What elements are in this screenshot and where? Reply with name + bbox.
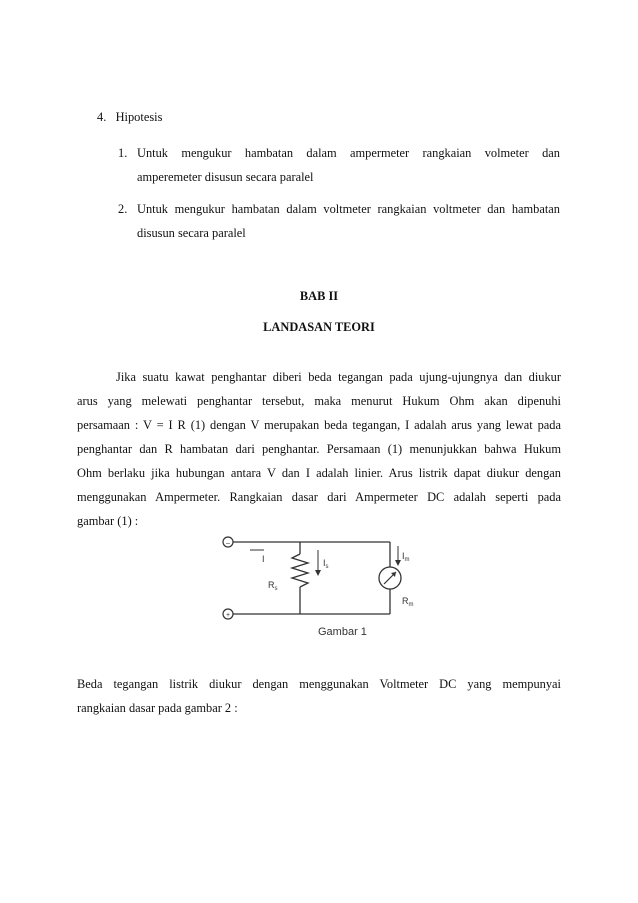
paragraph2-line-2: rangkaian dasar pada gambar 2 : [77,701,238,715]
hipotesis-item-1-number: 1. [118,146,128,160]
shunt-resistor [292,554,308,587]
label-Is: $I_s$ [323,558,329,570]
paragraph2-line-1: Beda tegangan listrik diukur dengan menggunakan Voltmeter DC yang mempunyai [77,677,561,691]
paragraph1-line-1: Jika suatu kawat penghantar diberi beda tegangan pada ujung-ujungnya dan diukur [116,370,561,384]
paragraph1-line-5: Ohm berlaku jika hubungan antara V dan I adalah linier. Arus listrik dapat diukur dengan [77,466,561,480]
hipotesis-number: 4. [97,110,107,124]
hipotesis-title: Hipotesis [115,110,163,124]
terminal-top-sign: – [226,540,230,547]
paragraph1-line-2: arus yang melewati penghantar tersebut, maka menurut Hukum Ohm akan dipenuhi [77,394,561,408]
terminal-bottom-sign: + [225,612,231,619]
hipotesis-item-1-line1: Untuk mengukur hambatan dalam ampermeter rangkaian volmeter dan [137,146,560,160]
figure-1-caption: Gambar 1 [318,626,367,638]
label-Rs: $R_s$ [268,580,278,592]
figure-1-circuit [218,532,428,644]
hipotesis-heading [97,110,162,125]
paragraph1-line-7: gambar (1) : [77,514,139,528]
arrow-Im-head [395,560,401,566]
label-I: I [262,554,265,564]
chapter-heading: BAB II [299,289,339,303]
arrow-Is-head [315,570,321,576]
hipotesis-item-2-line1: Untuk mengukur hambatan dalam voltmeter rangkaian voltmeter dan hambatan [137,202,560,216]
label-Im: $I_m$ [402,551,410,563]
paragraph1-line-3: persamaan : V = I R (1) dengan V merupakan beda tegangan, I adalah arus yang lewat pada [77,418,561,432]
paragraph1-line-4: penghantar dan R hambatan dari penghantar. Persamaan (1) menunjukkan bahwa Hukum [77,442,561,456]
label-Rm: $R_m$ [402,596,414,608]
hipotesis-item-2-number: 2. [118,202,128,216]
paragraph1-line-6: menggunakan Ampermeter. Rangkaian dasar dari Ampermeter DC adalah seperti pada [77,490,561,504]
hipotesis-item-2-line2: disusun secara paralel [137,226,246,240]
chapter-title: LANDASAN TEORI [263,320,375,334]
hipotesis-item-1-line2: amperemeter disusun secara paralel [137,170,314,184]
